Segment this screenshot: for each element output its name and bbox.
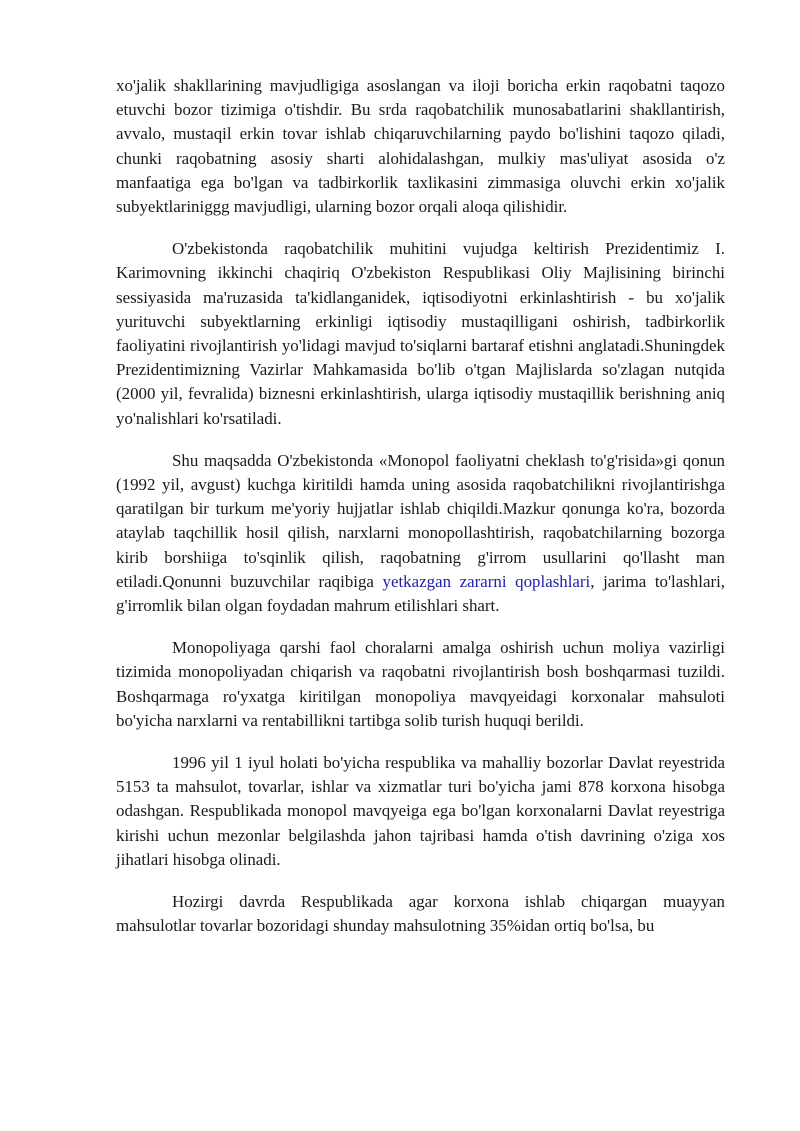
paragraph-4: Monopoliyaga qarshi faol choralarni amalga oshirish uchun moliya vazirligi tizimida monopoliyadan chiqarish va raqobatni rivojlantirish bosh boshqarmasi tuzildi. Boshqarmaga ro'yxatga kiritilgan monopoliya mavqyeidagi korxonalar mahsuloti bo'yicha narxlarni va rentabillikni tartibga solib turish huquqi berildi.: [116, 638, 725, 730]
paragraph-3-text-after: , jarima to'lashlari, g'irromlik bilan olgan foydadan mahrum etilishlari shart.: [116, 571, 725, 616]
paragraph-5: 1996 yil 1 iyul holati bo'yicha respublika va mahalliy bozorlar Davlat reyestrida 5153 ta mahsulot, tovarlar, ishlar va xizmatlar turi bo'yicha jami 878 korxona hisobga odashgan. Respublikada monopol mavqyeiga ega bo'lgan korxonalarni Davlat reyestriga kirishi uchun mezonlar belgilashda jahon tajribasi hamda o'tish davrining o'ziga xos jihatlari hisobga olinadi.: [116, 753, 725, 869]
paragraph-3-text-before: Shu maqsadda O'zbekistonda «Monopol faoliyatni cheklash to'g'risida»gi qonun (1992 yil, avgust) kuchga kiritildi hamda uning asosida raqobatchilikni rivojlantirishga qaratilgan bir turkum me'yoriy hujjatlar ishlab chiqildi.Mazkur qonunga ko'ra, bozorda ataylab taqchillik hosil qilish, narxlarni monopollashtirish, raqobatchilarning bozorga kirib borshiiga to'sqinlik qilish, raqobatning g'irrom usullarini qo'llasht man etiladi.Qonunni buzuvchilar raqibiga: [116, 450, 725, 591]
paragraph-1: xo'jalik shakllarining mavjudligiga asoslangan va iloji boricha erkin raqobatni taqozo etuvchi bozor tizimiga o'tishdir. Bu srda raqobatchilik munosabatlarini shakllantirish, avvalo, mustaqil erkin tovar ishlab chiqaruvchilarning paydo bo'lishini taqozo qiladi, chunki raqobatning asosiy sharti alohidalashgan, mulkiy mas'uliyat asosida o'z manfaatiga ega bo'lgan va tadbirkorlik taxlikasini zimmasiga oluvchi erkin xo'jalik subyektlariniggg mavjudligi, ularning bozor orqali aloqa qilishidir.: [116, 76, 725, 217]
document-page: [116, 74, 725, 957]
paragraph-2: O'zbekistonda raqobatchilik muhitini vujudga keltirish Prezidentimiz I. Karimovning ikkinchi chaqiriq O'zbekiston Respublikasi Oliy Majlisining birinchi sessiyasida ma'ruzasida ta'kidlanganidek, iqtisodiyotni erkinlashtirish - bu xo'jalik yurituvchi subyektlarning erkinligi iqtisodiy mustaqilligani oshirish, tadbirkorlik faoliyatini rivojlantirish yo'lidagi mavjud to'siqlarni bartaraf etishni anglatadi.Shuningdek Prezidentimizning Vazirlar Mahkamasida bo'lib o'tgan Majlislarda so'zlagan nutqida (2000 yil, fevralida) biznesni erkinlashtirish, ularga iqtisodiy mustaqillik berishning aniq yo'nalishlari ko'rsatiladi.: [116, 239, 725, 428]
paragraph-3: [116, 449, 725, 618]
link-yetkazgan-zararni-qoplashlari[interactable]: yetkazgan zararni qoplashlari: [382, 571, 591, 591]
paragraph-6: Hozirgi davrda Respublikada agar korxona ishlab chiqargan muayyan mahsulotlar tovarlar bozoridagi shunday mahsulotning 35%idan ortiq bo'lsa, bu: [116, 892, 725, 936]
